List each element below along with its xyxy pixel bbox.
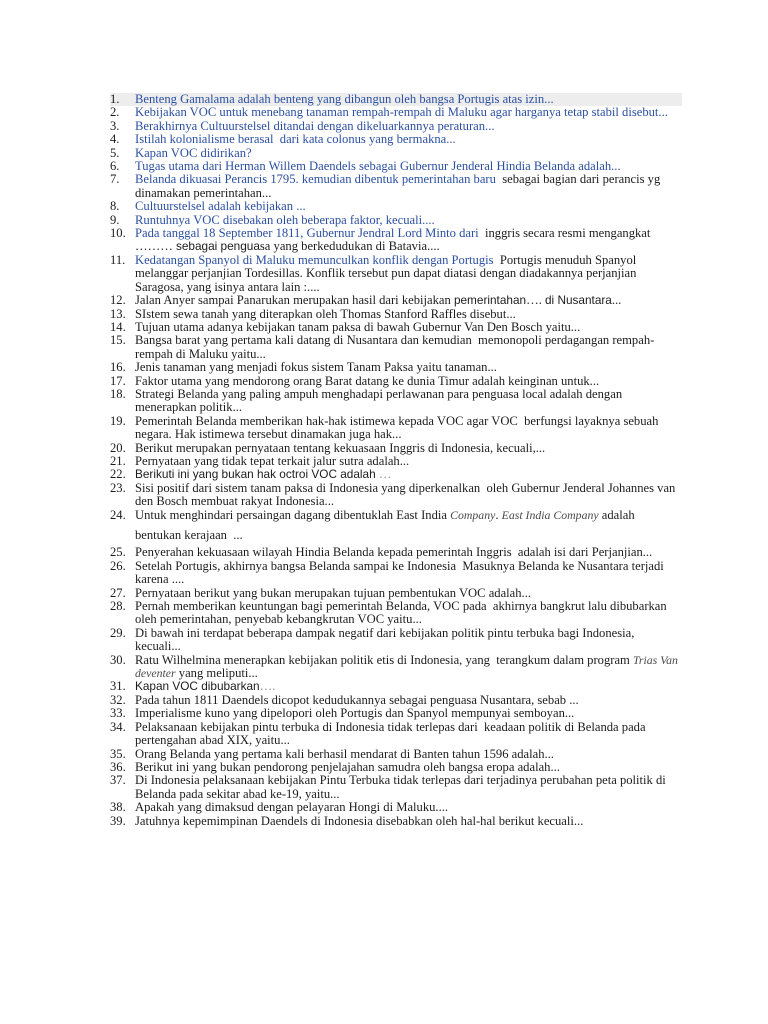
question-text-segment: …. [526, 293, 545, 308]
question-text-segment: sebagai bagian dari perancis yg dinamakan pemerintahan... [135, 172, 664, 200]
question-text [135, 334, 682, 361]
question-number: 35. [110, 746, 126, 761]
question-text-segment: Penyerahan kekuasaan wilayah Hindia Belanda kepada pemerintah Inggris adalah isi dari Perjanjian... [135, 545, 653, 560]
question-item [110, 627, 682, 654]
question-number: 4. [110, 132, 120, 147]
question-number: 20. [110, 440, 126, 455]
question-text [135, 801, 682, 814]
question-text-segment: sebagai pengua [175, 239, 260, 254]
question-item [110, 361, 682, 374]
question-text [135, 173, 682, 200]
question-text-segment: Apakah yang dimaksud dengan pelayaran Hongi di Maluku.... [135, 800, 449, 815]
question-number: 10. [110, 226, 126, 241]
question-text-segment: Portugis menuduh Spanyol melanggar perjanjian Tordesillas. Konflik tersebut pun dapat diatasi dengan diadakannya perjanjian Saragosa, yang isinya antara lain :.... [135, 252, 640, 294]
question-number: 33. [110, 706, 126, 721]
question-item [110, 694, 682, 707]
question-item [110, 254, 682, 294]
question-list [110, 93, 682, 828]
question-item [110, 214, 682, 227]
question-number: 18. [110, 386, 126, 401]
question-text-segment: Pada tanggal 18 September 1811, Gubernur Jendral Lord Minto dari [135, 226, 479, 241]
question-text [135, 294, 682, 307]
question-text [135, 654, 682, 681]
question-item [110, 93, 682, 106]
question-text [135, 587, 682, 600]
question-number: 37. [110, 773, 126, 788]
question-number: 39. [110, 813, 126, 828]
question-item [110, 227, 682, 254]
question-item [110, 321, 682, 334]
question-text [135, 761, 682, 774]
question-number: 21. [110, 453, 126, 468]
question-item [110, 587, 682, 600]
question-text [135, 321, 682, 334]
question-item [110, 815, 682, 828]
question-text-segment: Berikuti ini yang bukan hak octroi VOC adalah [135, 467, 376, 482]
question-item [110, 748, 682, 761]
question-number: 11. [110, 252, 126, 267]
question-text-segment: Pada tahun 1811 Daendels dicopot kedudukannya sebagai penguasa Nusantara, sebab ... [135, 692, 579, 707]
question-item [110, 160, 682, 173]
question-number: 32. [110, 692, 126, 707]
question-text [135, 774, 682, 801]
question-text [135, 361, 682, 374]
question-item [110, 173, 682, 200]
question-number: 15. [110, 333, 126, 348]
question-text [135, 106, 682, 119]
question-text-segment: Kedatangan Spanyol di Maluku memunculkan konflik dengan Portugis [135, 252, 494, 267]
question-item [110, 482, 682, 509]
question-number: 7. [110, 172, 120, 187]
question-text-segment: Ratu Wilhelmina menerapkan kebijakan politik etis di Indonesia, yang terangkum dalam program [135, 652, 633, 667]
question-text-segment: Belanda dikuasai Perancis 1795. kemudian dibentuk pemerintahan baru [135, 172, 496, 187]
question-number: 27. [110, 585, 126, 600]
question-item [110, 455, 682, 468]
question-text-segment: Jenis tanaman yang menjadi fokus sistem Tanam Paksa yaitu tanaman... [135, 360, 497, 375]
question-text-segment: Faktor utama yang mendorong orang Barat datang ke dunia Timur adalah keinginan untuk... [135, 373, 600, 388]
question-text-segment: sa yang berkedudukan di Batavia.... [259, 239, 440, 254]
question-text [135, 308, 682, 321]
question-text-segment: Di bawah ini terdapat beberapa dampak negatif dari kebijakan politik pintu terbuka bagi Indonesia, kecuali... [135, 625, 638, 654]
question-text-segment: Tugas utama dari Herman Willem Daendels sebagai Gubernur Jenderal Hindia Belanda adalah... [135, 159, 621, 174]
question-text [135, 120, 682, 133]
question-number: 9. [110, 212, 120, 227]
question-text-segment: Imperialisme kuno yang dipelopori oleh Portugis dan Spanyol mempunyai semboyan... [135, 706, 575, 721]
question-text-segment: Untuk menghindari persaingan dagang dibentuklah East India [135, 507, 451, 522]
question-text [135, 546, 682, 559]
question-item [110, 147, 682, 160]
question-number: 6. [110, 159, 120, 174]
question-text-segment: ... [611, 293, 622, 308]
question-number: 3. [110, 118, 120, 133]
question-text-segment: Cultuurstelsel adalah kebijakan ... [135, 199, 306, 214]
question-text-segment: Tujuan utama adanya kebijakan tanam paksa di bawah Gubernur Van Den Bosch yaitu... [135, 319, 581, 334]
question-item [110, 294, 682, 307]
question-number: 28. [110, 599, 126, 614]
question-item [110, 200, 682, 213]
question-number: 38. [110, 800, 126, 815]
question-number: 13. [110, 306, 126, 321]
question-text [135, 93, 682, 106]
question-item [110, 442, 682, 455]
question-text-segment: Trias Van deventer [135, 652, 681, 681]
question-text-segment: Di Indonesia pelaksanaan kebijakan Pintu Terbuka tidak terlepas dari terjadinya perubahan peta politik di Belanda pada sekitar abad ke-19, yaitu... [135, 773, 669, 801]
question-text-segment: . [495, 507, 502, 522]
question-text-segment: … [375, 467, 392, 482]
question-number: 8. [110, 199, 120, 214]
question-item [110, 308, 682, 321]
question-text [135, 160, 682, 173]
question-text-segment: East India Company [501, 507, 599, 522]
question-text-segment: yang meliputi... [175, 666, 258, 681]
question-text [135, 707, 682, 720]
question-number: 26. [110, 558, 126, 573]
question-text-segment: Setelah Portugis, akhirnya bangsa Belanda sampai ke Indonesia Masuknya Belanda ke Nusantara terjadi karena .... [135, 558, 667, 587]
question-number: 29. [110, 625, 126, 640]
question-text-segment: pemerintahan [453, 293, 527, 308]
question-text-segment: SIstem sewa tanah yang diterapkan oleh Thomas Stanford Raffles disebut... [135, 306, 516, 321]
question-text-segment: Pernah memberikan keuntungan bagi pemerintah Belanda, VOC pada akhirnya bangkrut lalu dibubarkan oleh pemerintahan, penyebab kebangkrutan VOC yaitu... [135, 599, 670, 627]
question-text-segment: …. [259, 679, 276, 694]
question-text-segment: Berikut ini yang bukan pendorong penjelajahan samudra oleh bangsa eropa adalah... [135, 759, 560, 774]
question-text [135, 442, 682, 455]
question-text [135, 254, 682, 294]
question-item [110, 120, 682, 133]
question-text-segment: Company [450, 507, 496, 522]
question-item [110, 801, 682, 814]
question-text [135, 214, 682, 227]
question-item [110, 415, 682, 442]
question-item [110, 774, 682, 801]
question-number: 34. [110, 719, 126, 734]
question-text [135, 415, 682, 442]
question-text [135, 133, 682, 146]
question-text [135, 468, 682, 481]
question-text [135, 455, 682, 468]
question-text-segment: Strategi Belanda yang paling ampuh menghadapi perlawanan para penguasa local adalah dengan menerapkan politik... [135, 386, 626, 415]
question-item [110, 334, 682, 361]
question-text-segment: Berakhirnya Cultuurstelsel ditandai dengan dikeluarkannya peraturan... [135, 118, 495, 133]
question-text [135, 388, 682, 415]
question-item [110, 600, 682, 627]
question-number: 12. [110, 293, 126, 308]
question-text [135, 482, 682, 509]
question-text [135, 375, 682, 388]
question-text [135, 560, 682, 587]
question-number: 17. [110, 373, 126, 388]
question-item [110, 509, 682, 543]
question-text [135, 227, 682, 254]
question-number: 5. [110, 145, 120, 160]
question-text-segment: inggris secara resmi mengangkat ……… [135, 226, 654, 254]
question-text [135, 721, 682, 748]
question-item [110, 560, 682, 587]
question-number: 22. [110, 467, 126, 482]
question-text-segment: di Nusantara [544, 293, 612, 308]
question-text [135, 509, 682, 543]
question-text [135, 694, 682, 707]
question-text-segment: bentukan kerajaan ... [135, 528, 243, 542]
question-text-segment: Orang Belanda yang pertama kali berhasil mendarat di Banten tahun 1596 adalah... [135, 746, 554, 761]
question-text [135, 680, 682, 693]
question-text-segment: Pernyataan yang tidak tepat terkait jalur sutra adalah... [135, 453, 410, 468]
question-item [110, 388, 682, 415]
question-item [110, 721, 682, 748]
question-text-segment: Sisi positif dari sistem tanam paksa di Indonesia yang diperkenalkan oleh Gubernur Jenderal Johannes van den Bosch membuat rakyat Indonesia... [135, 480, 679, 509]
question-item [110, 133, 682, 146]
question-item [110, 375, 682, 388]
question-text-segment: Jatuhnya kepemimpinan Daendels di Indonesia disebabkan oleh hal-hal berikut kecuali... [135, 813, 584, 828]
question-number: 23. [110, 480, 126, 495]
question-item [110, 761, 682, 774]
question-text [135, 815, 682, 828]
question-number: 2. [110, 105, 120, 120]
question-text [135, 627, 682, 654]
question-text [135, 200, 682, 213]
question-text [135, 748, 682, 761]
question-number: 30. [110, 652, 126, 667]
question-item [110, 680, 682, 693]
question-number: 19. [110, 413, 126, 428]
question-number: 1. [110, 92, 120, 106]
question-text-segment: Jalan Anyer sampai Panarukan merupakan hasil dari kebijakan [135, 293, 454, 308]
question-item [110, 654, 682, 681]
question-number: 31. [110, 679, 126, 694]
question-number: 24. [110, 507, 126, 522]
question-text [135, 147, 682, 160]
question-item [110, 468, 682, 481]
question-item [110, 106, 682, 119]
question-item [110, 546, 682, 559]
question-text-segment: Berikut merupakan pernyataan tentang kekuasaan Inggris di Indonesia, kecuali,... [135, 440, 546, 455]
question-number: 25. [110, 545, 126, 560]
question-text-segment: adalah [598, 507, 635, 522]
question-text-segment: Kapan VOC didirikan? [135, 145, 252, 160]
question-text-segment: Bangsa barat yang pertama kali datang di Nusantara dan kemudian memonopoli perdagangan rempah-rempah di Maluku yaitu... [135, 333, 655, 361]
question-text-segment: Pelaksanaan kebijakan pintu terbuka di Indonesia tidak terlepas dari keadaan politik di Belanda pada pertengahan abad XIX, yaitu... [135, 719, 649, 748]
question-text [135, 600, 682, 627]
question-number: 16. [110, 360, 126, 375]
question-text-segment: Benteng Gamalama adalah benteng yang dibangun oleh bangsa Portugis atas izin... [135, 92, 554, 106]
question-text-segment: Kapan VOC dibubarkan [135, 679, 260, 694]
question-text-segment: Kebijakan VOC untuk menebang tanaman rempah-rempah di Maluku agar harganya tetap stabil disebut... [135, 105, 668, 120]
question-item [110, 707, 682, 720]
question-text-segment: Pernyataan berikut yang bukan merupakan tujuan pembentukan VOC adalah... [135, 585, 532, 600]
question-number: 14. [110, 319, 126, 334]
question-text-segment: Pemerintah Belanda memberikan hak-hak istimewa kepada VOC agar VOC berfungsi layaknya sebuah negara. Hak istimewa tersebut dinamakan juga hak... [135, 413, 662, 442]
question-number: 36. [110, 759, 126, 774]
question-text-segment: Istilah kolonialisme berasal dari kata colonus yang bermakna... [135, 132, 456, 147]
question-text-segment: Runtuhnya VOC disebakan oleh beberapa faktor, kecuali.... [135, 212, 435, 227]
